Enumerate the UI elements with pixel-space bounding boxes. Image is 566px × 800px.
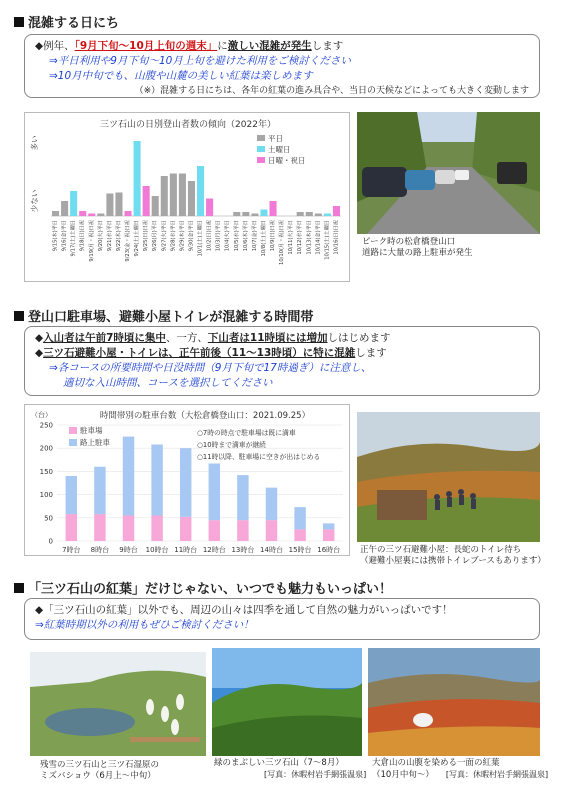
course-advice: 適切な入山時間、コースを選択してください xyxy=(63,377,273,389)
chart2-xtick-label: 15時台 xyxy=(288,546,312,554)
chart1-tick-label: 10/10(月・祝)日祝 xyxy=(279,220,286,265)
chart1-ylabel-bottom: 少ない xyxy=(30,189,39,213)
chart1-tick-label: 9/16(金)平日 xyxy=(61,220,68,252)
square-bullet-icon xyxy=(14,583,24,593)
chart1-bar xyxy=(97,214,104,217)
chart2-bar-street xyxy=(266,488,277,520)
chart1-bar xyxy=(134,141,141,216)
chart2-ytick-label: 150 xyxy=(39,467,53,476)
chart2-unit: （台） xyxy=(31,411,52,419)
chart1-bar xyxy=(188,181,195,216)
chart2-ytick-label: 200 xyxy=(39,444,53,453)
square-bullet-icon xyxy=(14,311,24,321)
chart1-tick-label: 9/15(木)平日 xyxy=(52,220,59,252)
variation-note: （※）混雑する日にちは、各年の紅葉の進み具合や、当日の天候などによっても大きく変動します xyxy=(134,86,529,96)
chart1-tick-label: 9/25(日)日祝 xyxy=(143,220,150,252)
chart1-bar xyxy=(333,206,340,216)
chart2-bar-lot xyxy=(180,517,191,541)
chart2-xtick-label: 9時台 xyxy=(119,546,138,554)
chart1-tick-label: 10/13(木)平日 xyxy=(306,220,313,255)
chart2-bar-street xyxy=(180,448,191,517)
hut-toilet-queue-photo xyxy=(357,412,540,542)
chart1-tick-label: 9/30(金)平日 xyxy=(188,220,195,252)
chart1-bar xyxy=(197,166,204,216)
chart2-note: ○11時以降、駐車場に空きが出はじめる xyxy=(197,453,321,461)
chart1-bar xyxy=(270,201,277,216)
chart1-tick-label: 9/18(日)日祝 xyxy=(79,220,86,252)
chart2-xtick-label: 11時台 xyxy=(174,546,198,554)
chart2-xtick-label: 14時台 xyxy=(260,546,283,554)
square-bullet-icon xyxy=(14,17,24,27)
chart1-tick-label: 10/4(火)平日 xyxy=(224,220,231,252)
chart1-bar xyxy=(115,193,122,217)
chart1-tick-label: 10/15(土)土曜日 xyxy=(324,220,331,260)
chart1-legend-swatch xyxy=(257,146,265,152)
chart1-tick-label: 10/2(日)日祝 xyxy=(206,220,213,252)
chart2-bar-street xyxy=(294,507,305,529)
hourly-parking-chart xyxy=(24,404,350,556)
chart1-legend-label: 土曜日 xyxy=(268,145,291,154)
hut-photo-caption: 正午の三ツ石避難小屋：長蛇のトイレ待ち （避難小屋裏には携帯トイレブースもあります） xyxy=(360,545,546,566)
chart1-bar xyxy=(88,214,95,217)
chart2-legend-label: 路上駐車 xyxy=(80,438,110,447)
chart2-bar-street xyxy=(123,437,134,516)
chart2-xtick-label: 16時台 xyxy=(317,546,341,554)
chart2-bar-lot xyxy=(237,520,248,541)
chart1-tick-label: 10/16(日)日祝 xyxy=(333,220,340,255)
chart2-bar-lot xyxy=(94,514,105,541)
chart1-bar xyxy=(306,212,313,216)
chart2-bar-street xyxy=(66,476,77,514)
daily-climbers-svg xyxy=(25,113,351,283)
chart2-bar-lot xyxy=(323,529,334,541)
chart1-title: 三ツ石山の日別登山者数の傾向（2022年） xyxy=(100,120,276,130)
info-box-congested-days xyxy=(24,34,540,98)
arrival-departure-statement: ◆入山者は午前7時頃に集中、一方、下山者は11時頃には増加しはじめます xyxy=(35,332,391,344)
chart1-bar xyxy=(315,214,322,217)
chart1-bar xyxy=(233,212,240,216)
chart1-bar xyxy=(170,174,177,217)
chart2-ytick-label: 0 xyxy=(48,537,53,546)
okura-autumn-photo xyxy=(368,648,540,756)
chart1-bar xyxy=(61,201,68,216)
section-title-congested-times: 登山口駐車場、避難小屋トイレが混雑する時間帯 xyxy=(14,306,313,325)
info-box-other-attractions xyxy=(24,598,540,640)
chart2-bar-street xyxy=(151,444,162,515)
chart2-bar-lot xyxy=(123,515,134,541)
chart1-tick-label: 10/7(金)平日 xyxy=(251,220,258,252)
chart1-bar xyxy=(152,196,159,216)
congestion-statement: ◆例年、「9月下旬～10月上旬の週末」に激しい混雑が発生します xyxy=(35,40,344,52)
chart2-xtick-label: 12時台 xyxy=(202,546,226,554)
chart1-bar xyxy=(143,186,150,216)
chart1-tick-label: 10/1(土)土曜日 xyxy=(197,220,204,257)
chart2-legend-swatch xyxy=(69,427,77,434)
chart2-title: 時間帯別の駐車台数（大松倉橋登山口：2021.09.25） xyxy=(99,411,311,421)
chart1-tick-label: 9/22(木)平日 xyxy=(115,220,122,252)
chart1-tick-label: 9/21(水)平日 xyxy=(106,220,113,252)
chart2-bar-street xyxy=(237,475,248,520)
section-title-other-attractions: 「三ツ石山の紅葉」だけじゃない、いつでも魅力もいっぱい！ xyxy=(14,578,392,597)
chart1-tick-label: 9/26(月)平日 xyxy=(152,220,159,252)
chart1-tick-label: 10/9(日)日祝 xyxy=(270,220,277,252)
info-box-congested-times xyxy=(24,326,540,396)
chart2-xtick-label: 8時台 xyxy=(90,546,110,554)
chart2-ytick-label: 250 xyxy=(39,421,53,430)
chart1-bar xyxy=(179,174,186,217)
chart2-bar-street xyxy=(94,467,105,514)
chart1-tick-label: 9/27(火)平日 xyxy=(161,220,168,252)
chart2-ytick-label: 50 xyxy=(44,514,53,523)
chart1-legend-label: 日曜・祝日 xyxy=(268,156,306,165)
parking-photo-caption: ピーク時の松倉橋登山口 道路に大量の路上駐車が発生 xyxy=(362,237,473,258)
chart1-tick-label: 9/17(土)土曜日 xyxy=(70,220,77,257)
chart1-tick-label: 9/24(土)土曜日 xyxy=(134,220,141,257)
chart2-xtick-label: 10時台 xyxy=(145,546,169,554)
chart2-legend-label: 駐車場 xyxy=(80,426,103,435)
chart2-bar-lot xyxy=(294,529,305,541)
section-title-congested-days: 混雑する日にち xyxy=(14,12,119,31)
hourly-parking-svg xyxy=(25,405,351,557)
chart1-bar xyxy=(161,176,168,216)
chart1-bar xyxy=(70,191,77,216)
chart1-tick-label: 9/28(水)平日 xyxy=(170,220,177,252)
chart1-legend-swatch xyxy=(257,135,265,141)
weekday-advice: ⇒平日利用や9月下旬～10月上旬を避けた利用をご検討ください xyxy=(49,55,351,67)
chart1-tick-label: 10/8(土)土曜日 xyxy=(260,220,267,257)
chart1-bar xyxy=(324,214,331,217)
chart1-bar xyxy=(52,211,59,216)
chart2-bar-lot xyxy=(209,520,220,541)
parking-road-photo xyxy=(357,112,540,234)
chart1-tick-label: 9/20(火)平日 xyxy=(97,220,104,252)
chart1-tick-label: 10/5(水)平日 xyxy=(233,220,240,252)
chart2-xtick-label: 7時台 xyxy=(62,546,81,554)
chart2-note: ○10時まで満車が継続 xyxy=(197,441,266,449)
green-mitsuishi-caption: 緑のまぶしい三ツ石山（7～8月） [写真：休暇村岩手網張温泉] xyxy=(214,758,367,779)
mid-october-advice: ⇒10月中旬でも、山腹や山麓の美しい紅葉は楽しめます xyxy=(49,70,313,82)
hut-toilet-statement: ◆三ツ石避難小屋・トイレは、正午前後（11～13時頃）に特に混雑します xyxy=(35,347,387,359)
chart1-bar xyxy=(242,212,249,216)
seasonal-attractions-statement: ◆「三ツ石山の紅葉」以外でも、周辺の山々は四季を通して自然の魅力がいっぱいです！ xyxy=(35,604,453,616)
chart1-tick-label: 9/23(金・祝)日祝 xyxy=(125,220,132,262)
chart2-bar-lot xyxy=(266,520,277,541)
chart1-bar xyxy=(251,214,258,217)
schedule-advice: ⇒各コースの所要時間や日没時間（9月下旬で17時過ぎ）に注意し、 xyxy=(49,362,372,374)
mizubasho-caption: 残雪の三ツ石山と三ツ石湿原の ミズバショウ（6月上～中旬） xyxy=(40,760,160,781)
off-season-advice: ⇒紅葉時期以外の利用もぜひご検討ください！ xyxy=(35,619,254,631)
chart1-tick-label: 10/12(水)平日 xyxy=(297,220,304,255)
chart1-bar xyxy=(260,210,267,217)
chart2-bar-lot xyxy=(66,514,77,541)
chart1-ylabel-top: 多い xyxy=(30,135,39,151)
daily-climbers-chart xyxy=(24,112,350,282)
chart2-note: ○7時の時点で駐車場は既に満車 xyxy=(197,429,296,437)
chart1-tick-label: 10/11(火)平日 xyxy=(288,220,295,255)
chart1-bar xyxy=(206,199,213,217)
chart2-ytick-label: 100 xyxy=(39,491,53,500)
chart1-tick-label: 9/29(木)平日 xyxy=(179,220,186,252)
chart1-tick-label: 10/6(木)平日 xyxy=(242,220,249,252)
chart2-bar-street xyxy=(209,464,220,521)
green-mitsuishi-photo xyxy=(212,648,362,756)
chart2-bar-lot xyxy=(151,515,162,541)
mizubasho-photo xyxy=(30,652,206,756)
chart1-bar xyxy=(125,211,132,216)
chart1-bar xyxy=(106,194,113,217)
chart2-xtick-label: 13時台 xyxy=(231,546,255,554)
chart1-tick-label: 10/14(金)平日 xyxy=(315,220,322,255)
chart1-tick-label: 9/19(月・祝)日祝 xyxy=(88,220,95,262)
chart2-bar-street xyxy=(323,523,334,529)
chart1-legend-label: 平日 xyxy=(268,134,283,143)
chart1-legend-swatch xyxy=(257,157,265,163)
chart1-bar xyxy=(297,212,304,216)
chart1-bar xyxy=(79,211,86,216)
okura-autumn-caption: 大倉山の山腹を染める一面の紅葉 （10月中旬～） [写真：休暇村岩手網張温泉] xyxy=(372,758,549,780)
chart2-legend-swatch xyxy=(69,439,77,446)
chart1-tick-label: 10/3(月)平日 xyxy=(215,220,222,252)
